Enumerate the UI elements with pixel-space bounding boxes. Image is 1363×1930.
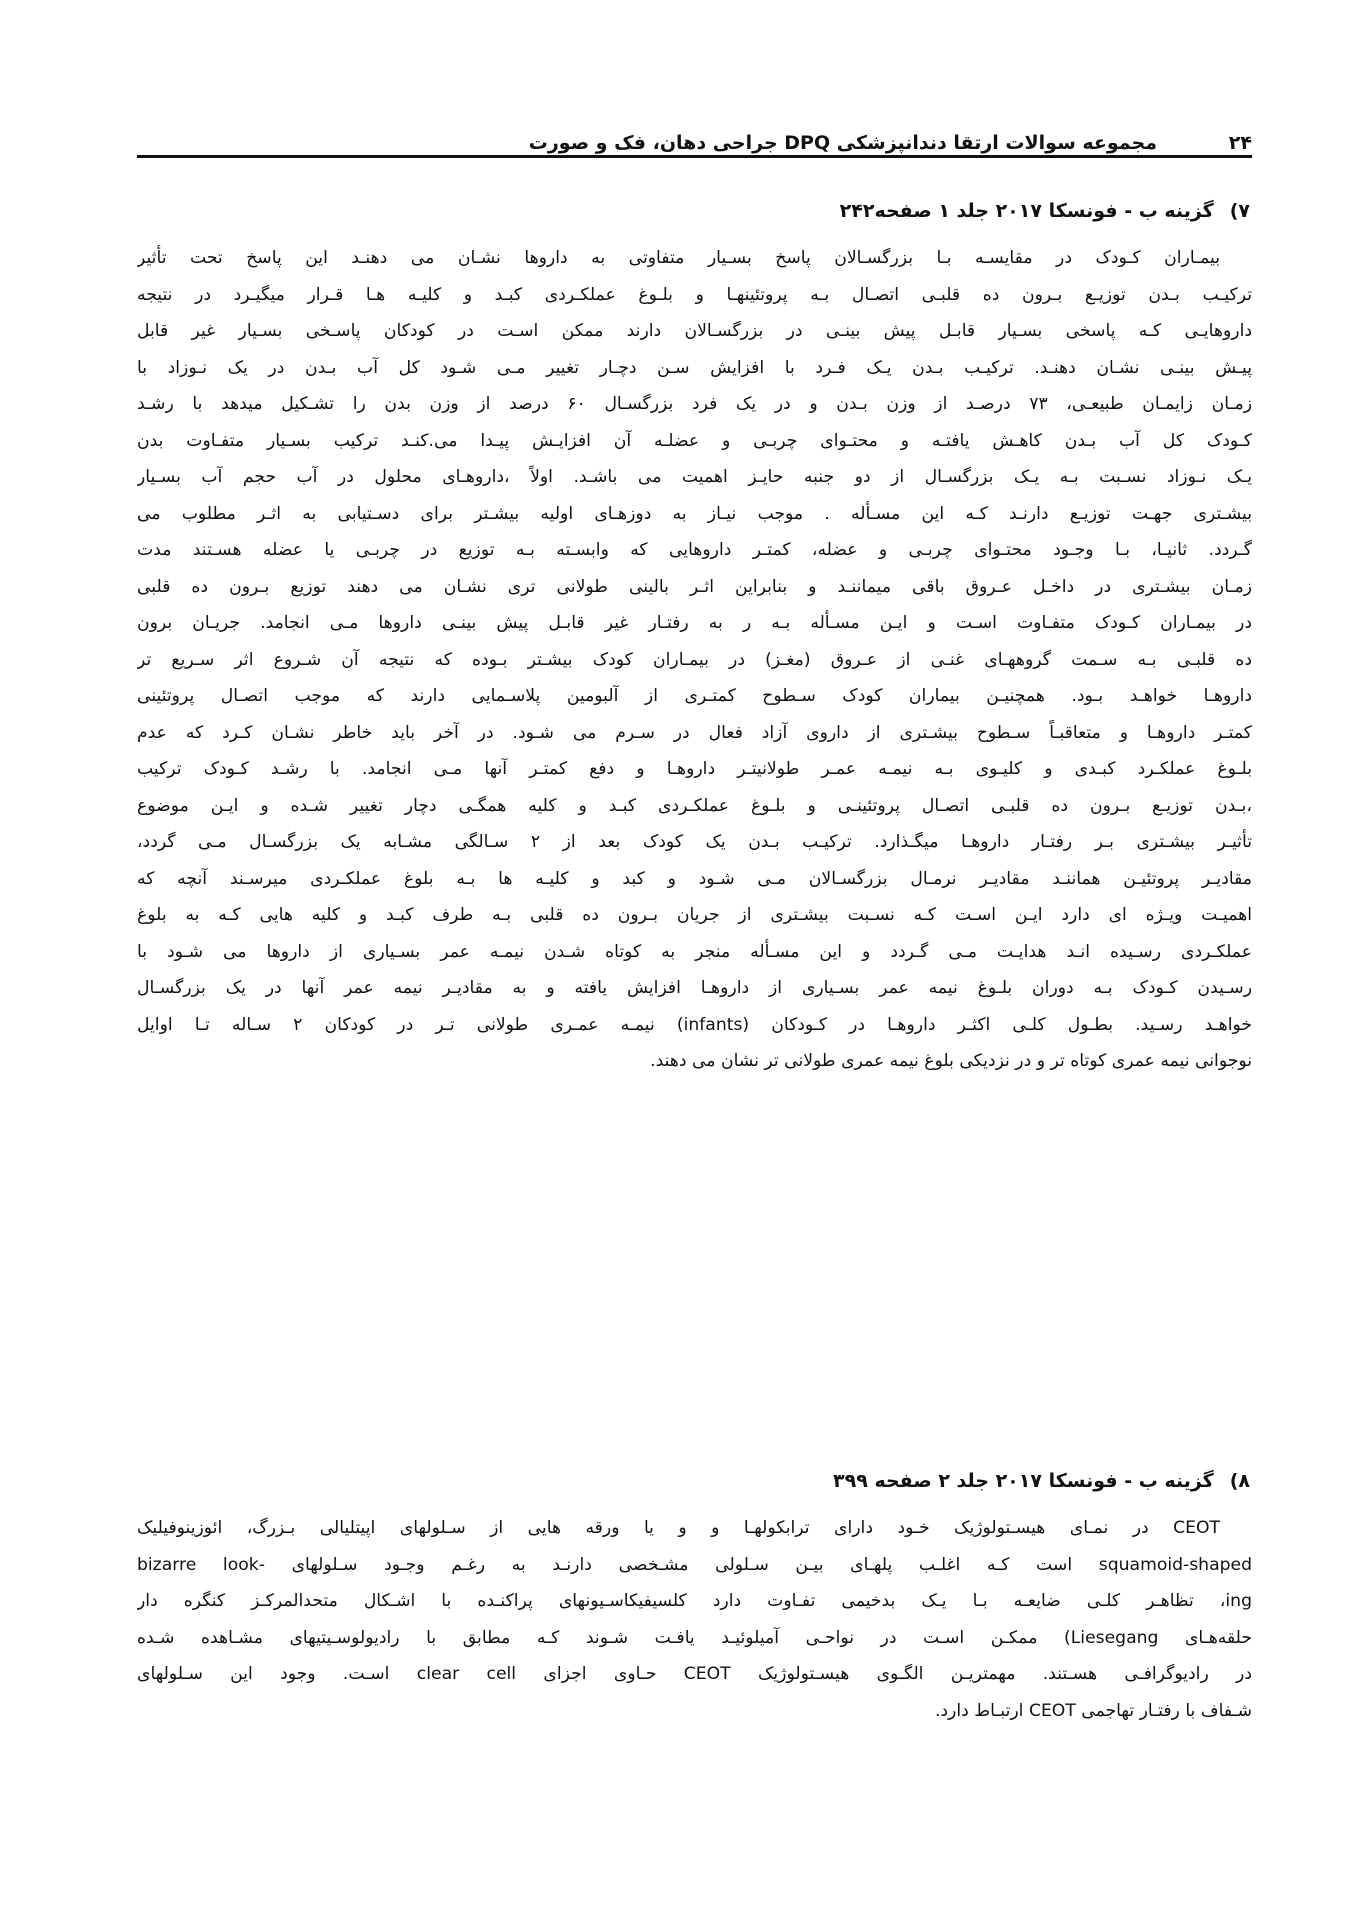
body-line: پیـش بینـی نشـان دهنـد. ترکیـب بـدن یـک فـرد با افزایش سـن دچـار تغییر مـی شـود کل آب بـدن در یک نـوزاد با <box>137 357 1252 378</box>
body-line: ing، تظاهـر کلـی ضایعـه بـا یـک بدخیمی تفـاوت دارد کلسیفیکاسـیونهای پراکنـده با اشـکال متحدالمرکـز کنگره دار <box>137 1591 1252 1611</box>
body-line: CEOT در نمـای هیسـتولوژیک خـود دارای ترابکولهـا و و یا ورقه هایی از سـلولهای اپیتلیالی بـزرگ، ائوزینوفیلیک <box>137 1518 1220 1538</box>
body-line: در رادیوگرافـی هسـتند. مهمتریـن الگـوی هیسـتولوژیک CEOT حـاوی اجزای clear cell اسـت. وجود این سـلولهای <box>137 1664 1252 1684</box>
body-line: نوجوانی نیمه عمری کوتاه تر و در نزدیکی بلوغ نیمه عمری طولانی تر نشان می دهند. <box>650 1051 1252 1071</box>
body-line: squamoid-shaped است کـه اغلـب پلهـای بیـن سـلولی مشـخصی دارنـد به رغـم وجـود سـلولهای -bizarre look <box>137 1554 1252 1575</box>
body-line: بیشـتری جهـت توزیـع دارنـد کـه این مسـأله . موجب نیـاز به دوزهـای اولیه بیشـتر برای دسـتیابی به اثـر مطلوب می <box>137 503 1252 524</box>
answer-body <box>137 1510 1252 1729</box>
body-line: خواهـد رسـید. بطـول کلـی اکثـر داروهـا در کـودکان (infants) نیمـه عمـری طولانی تـر در کودکان ۲ سـاله تـا اوایل <box>137 1014 1252 1035</box>
answer-heading <box>137 192 1252 230</box>
body-line: مقادیـر پروتئیـن هماننـد مقادیـر نرمـال بزرگسـالان مـی شـود و کبد و کلیـه ها بـه بلوغ عملکـردی میرسـند آنچه که <box>137 868 1252 889</box>
body-line: اهمیـت ویـژه ای دارد ایـن اسـت کـه نسـبت بیشـتری از جریان بـرون ده قلبی بـه طرف کبـد و کلیه هایی کـه به بلوغ <box>137 905 1252 925</box>
header-rule <box>137 155 1252 158</box>
body-line: تأثیـر بیشـتری بـر رفتـار داروهـا میگـذارد. ترکیـب بـدن یک کودک بعد از ۲ سـالگی مشـابه یک بزرگسـال مـی گردد، <box>137 832 1252 852</box>
answer-heading <box>137 1462 1252 1500</box>
book-title: مجموعه سوالات ارتقا دندانپزشکی DPQ جراحی دهان، فک و صورت <box>528 132 1157 154</box>
answer-section-7 <box>137 192 1252 1080</box>
body-line: زمـان بیشـتری در داخـل عـروق باقی میماننـد و بنابراین اثـر بالینی طولانی تری نشـان می دهند توزیع بـرون ده قلبی <box>137 576 1252 597</box>
page-number: ۲۴ <box>1228 132 1252 154</box>
body-line: یـک نـوزاد نسـبت بـه یـک بزرگسـال از دو جنبه حایـز اهمیت می باشـد. اولاً ،داروهـای محلول در آب حجم آب بسـیار <box>137 467 1252 487</box>
body-line: حلقه‌هـای Liesegang) ممکـن اسـت در نواحـی آمیلوئیـد یافـت شـوند کـه مطابق با رادیولوسـیتیهای مشـاهده شـده <box>137 1627 1252 1648</box>
question-number: ۷) <box>1229 200 1250 222</box>
body-line: داروهایـی کـه پاسخی بسـیار قابـل پیش بینـی در بزرگسـالان دارند ممکن اسـت در کودکان پاسـخی بسـیار غیر قابل <box>137 321 1252 341</box>
body-line: ده قلبـی بـه سـمت گروههـای غنـی از عـروق (مغـز) در بیمـاران کودک بیشـتر بـوده که نتیجه آن شـروع اثر سـریع تر <box>137 649 1252 670</box>
question-number: ۸) <box>1229 1470 1250 1492</box>
body-line: داروهـا خواهـد بـود. همچنیـن بیماران کودک سـطوح کمتـری از آلبومین پلاسـمایی دارند که موجب اتصـال پروتئینی <box>137 686 1252 706</box>
answer-reference: گزینه ب - فونسکا ۲۰۱۷ جلد ۲ صفحه ۳۹۹ <box>833 1470 1214 1492</box>
body-line: رسـیدن کـودک بـه دوران بلـوغ نیمه عمر بسـیاری از داروهـا افزایش یافته و به مقادیـر نیمه عمر آنها در یک بزرگسـال <box>137 978 1252 998</box>
body-line: گـردد. ثانیـا، بـا وجـود محتـوای چربـی و عضله، کمتـر داروهایی که وابسـته بـه توزیع در چربـی یا عضله هسـتند مدت <box>137 540 1252 560</box>
running-header <box>137 118 1252 158</box>
answer-reference: گزینه ب - فونسکا ۲۰۱۷ جلد ۱ صفحه۲۴۲ <box>839 200 1214 222</box>
answer-body <box>137 240 1252 1080</box>
body-line: عملکـردی رسـیده انـد هدایـت مـی گـردد و این مسـأله منجر به کوتاه شـدن نیمـه عمر بسـیاری از داروها می شـود با <box>137 941 1252 962</box>
body-line: در بیمـاران کـودک متفـاوت اسـت و ایـن مسـأله بـه ر به رفتـار غیر قابـل پیش بینـی داروها مـی انجامد. جریـان برون <box>137 613 1252 633</box>
body-line: شـفاف با رفتـار تهاجمی CEOT ارتبـاط دارد. <box>934 1700 1252 1721</box>
body-line: زمـان زایمـان طبیعـی، ۷۳ درصـد از وزن بـدن و در یک فرد بزرگسـال ۶۰ درصد از وزن بدن را تشـکیل میدهد با رشـد <box>137 394 1252 414</box>
body-line: کمتـر داروهـا و متعاقبـاً سـطوح بیشـتری از داروی آزاد فعال در سـرم می شـود. در آخر باید خاطر نشـان کـرد که عدم <box>137 722 1252 743</box>
body-line: بلـوغ عملکـرد کبـدی و کلیـوی بـه نیمـه عمـر طولانیتـر داروهـا و دفع کمتـر آنها مـی انجامد. با رشـد کـودک ترکیب <box>137 759 1252 779</box>
body-line: کـودک کل آب بـدن کاهـش یافتـه و محتـوای چربـی و عضلـه آن افزایـش پیـدا می.کنـد ترکیب بسـیار متفـاوت بدن <box>137 430 1252 451</box>
answer-section-8 <box>137 1462 1252 1729</box>
body-line: ،بـدن توزیـع بـرون ده قلبـی اتصـال پروتئینـی و بلـوغ عملکـردی کبـد و کلیه همگـی دچار تغییر شـده و ایـن موضوع <box>137 795 1252 816</box>
body-line: ترکیـب بـدن توزیـع بـرون ده قلبـی اتصـال بـه پروتئینهـا و بلـوغ عملکـردی کبـد و کلیـه هـا قـرار میگیـرد در نتیجه <box>137 284 1252 305</box>
body-line: بیمـاران کـودک در مقایسـه بـا بزرگسـالان پاسخ بسـیار متفاوتی به داروها نشـان می دهنـد این پاسخ تحت تأثیر <box>137 248 1220 268</box>
